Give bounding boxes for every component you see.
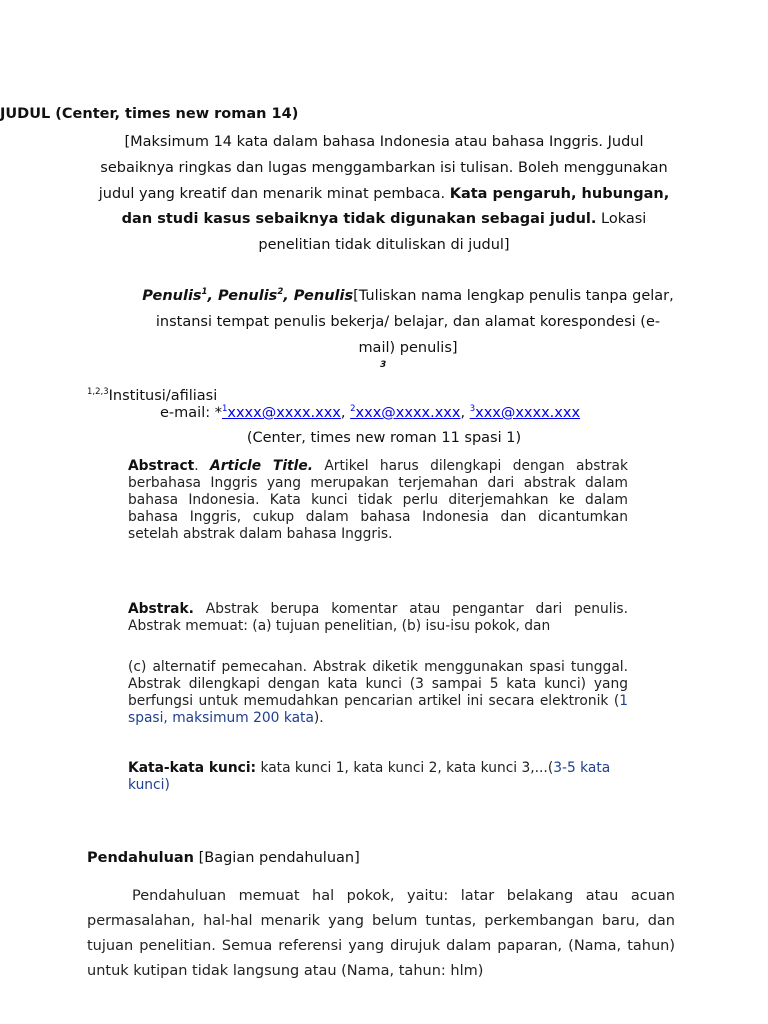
abstract-indonesian-part1 [128,601,628,635]
author-guidelines: [Tuliskan nama lengkap penulis tanpa gelar, instansi tempat penulis bekerja/ belajar, dan alamat korespondesi (e-mail) penulis] [155,288,674,356]
abstract-english-text: Artikel harus dilengkapi dengan abstrak berbahasa Inggris yang merupakan terjemahan dari abstrak dalam bahasa Indonesia. Kata kunci tidak perlu diterjemahkan ke dalam bahasa Inggris, cukup dalam bahasa Indonesia dan dicantumkan setelah abstrak dalam bahasa Inggris. [128,458,628,542]
author-3: , Penulis [283,288,354,304]
keywords-text: kata kunci 1, kata kunci 2, kata kunci 3,...( [256,760,554,776]
keywords: Kata-kata kunci: kata kunci 1, kata kunci 2, kata kunci 3,...(3-5 kata kunci) [128,760,611,793]
email-link-2[interactable]: $^2$xxx@xxxx.xxx [350,404,461,421]
title-guidelines [92,130,676,259]
author-line [140,284,676,361]
author-3-superscript: 3 [380,360,387,370]
abstract-indonesian-text-1: Abstrak berupa komentar atau pengantar dari penulis. Abstrak memuat: (a) tujuan penelitian, (b) isu-isu pokok, dan [128,601,628,634]
abstract-indonesian-part2: (c) alternatif pemecahan. Abstrak diketik menggunakan spasi tunggal. Abstrak dilengkapi dengan kata kunci (3 sampai 5 kata kunci) yang berfungsi untuk memudahkan pencarian artikel ini secara elektronik (1 spasi, maksimum 200 kata). [128,659,628,726]
affiliation-superscript: 1,2,3 [87,387,109,398]
title-guidelines-text: [Maksimum 14 kata dalam bahasa Indonesia atau bahasa Inggris. Judul sebaiknya ringkas dan lugas menggambarkan isi tulisan. Boleh menggunakan judul yang kreatif dan menarik minat pembaca. [98,134,668,202]
author-1: Penulis$^1$ [142,287,208,304]
email-line [160,405,580,421]
intro-paragraph: Pendahuluan memuat hal pokok, yaitu: latar belakang atau acuan permasalahan, hal-hal menarik yang belum tuntas, perkembangan baru, dan tujuan penelitian. Semua referensi yang dirujuk dalam paparan, (Nama, tahun) untuk kutipan tidak langsung atau (Nama, tahun: hlm) [87,888,675,979]
article-title-label: Article Title. [210,458,313,474]
title-guidelines-bold: Kata pengaruh, hubungan, dan studi kasus sebaiknya tidak digunakan sebagai judul. [121,185,670,228]
intro-heading-note: [Bagian pendahuluan] [194,850,360,866]
keywords-count-note: 3-5 kata kunci [128,760,611,793]
intro-heading-title: Pendahuluan [87,850,194,866]
abstract-english-label: Abstract [128,458,195,474]
title-guidelines-location: Lokasi penelitian tidak dituliskan di judul] [258,211,647,254]
affiliation [87,388,217,404]
email-link-1[interactable]: $^1$xxxx@xxxx.xxx [221,404,341,421]
keywords-label: Kata-kata kunci: [128,760,257,776]
abstract-english: Abstract. Article Title. Artikel harus dilengkapi dengan abstrak berbahasa Inggris yang merupakan terjemahan dari abstrak dalam bahasa Indonesia. Kata kunci tidak perlu diterjemahkan ke dalam bahasa Inggris, cukup dalam bahasa Indonesia dan dicantumkan setelah abstrak dalam bahasa Inggris. [128,458,628,542]
document-title: JUDUL (Center, times new roman 14) [0,106,299,122]
abstract-indonesian-text-2: (c) alternatif pemecahan. Abstrak diketik menggunakan spasi tunggal. Abstrak dilengkapi dengan kata kunci (3 sampai 5 kata kunci) yang berfungsi untuk memudahkan pencarian artikel ini secara elektronik ( [128,659,628,709]
format-note: (Center, times new roman 11 spasi 1) [246,430,522,446]
email-link-3[interactable]: $^3$xxx@xxxx.xxx [469,404,581,421]
affiliation-text: Institusi/afiliasi [108,388,218,404]
intro-heading [87,850,360,866]
email-separator: , [460,405,470,421]
email-separator: , [340,405,351,421]
email-label: e-mail: * [160,405,222,421]
abstract-indonesian-label: Abstrak. [128,601,194,617]
author-2: , Penulis$^2$ [207,287,284,304]
abstract-limit-note: 1 spasi, maksimum 200 kata [128,693,628,726]
